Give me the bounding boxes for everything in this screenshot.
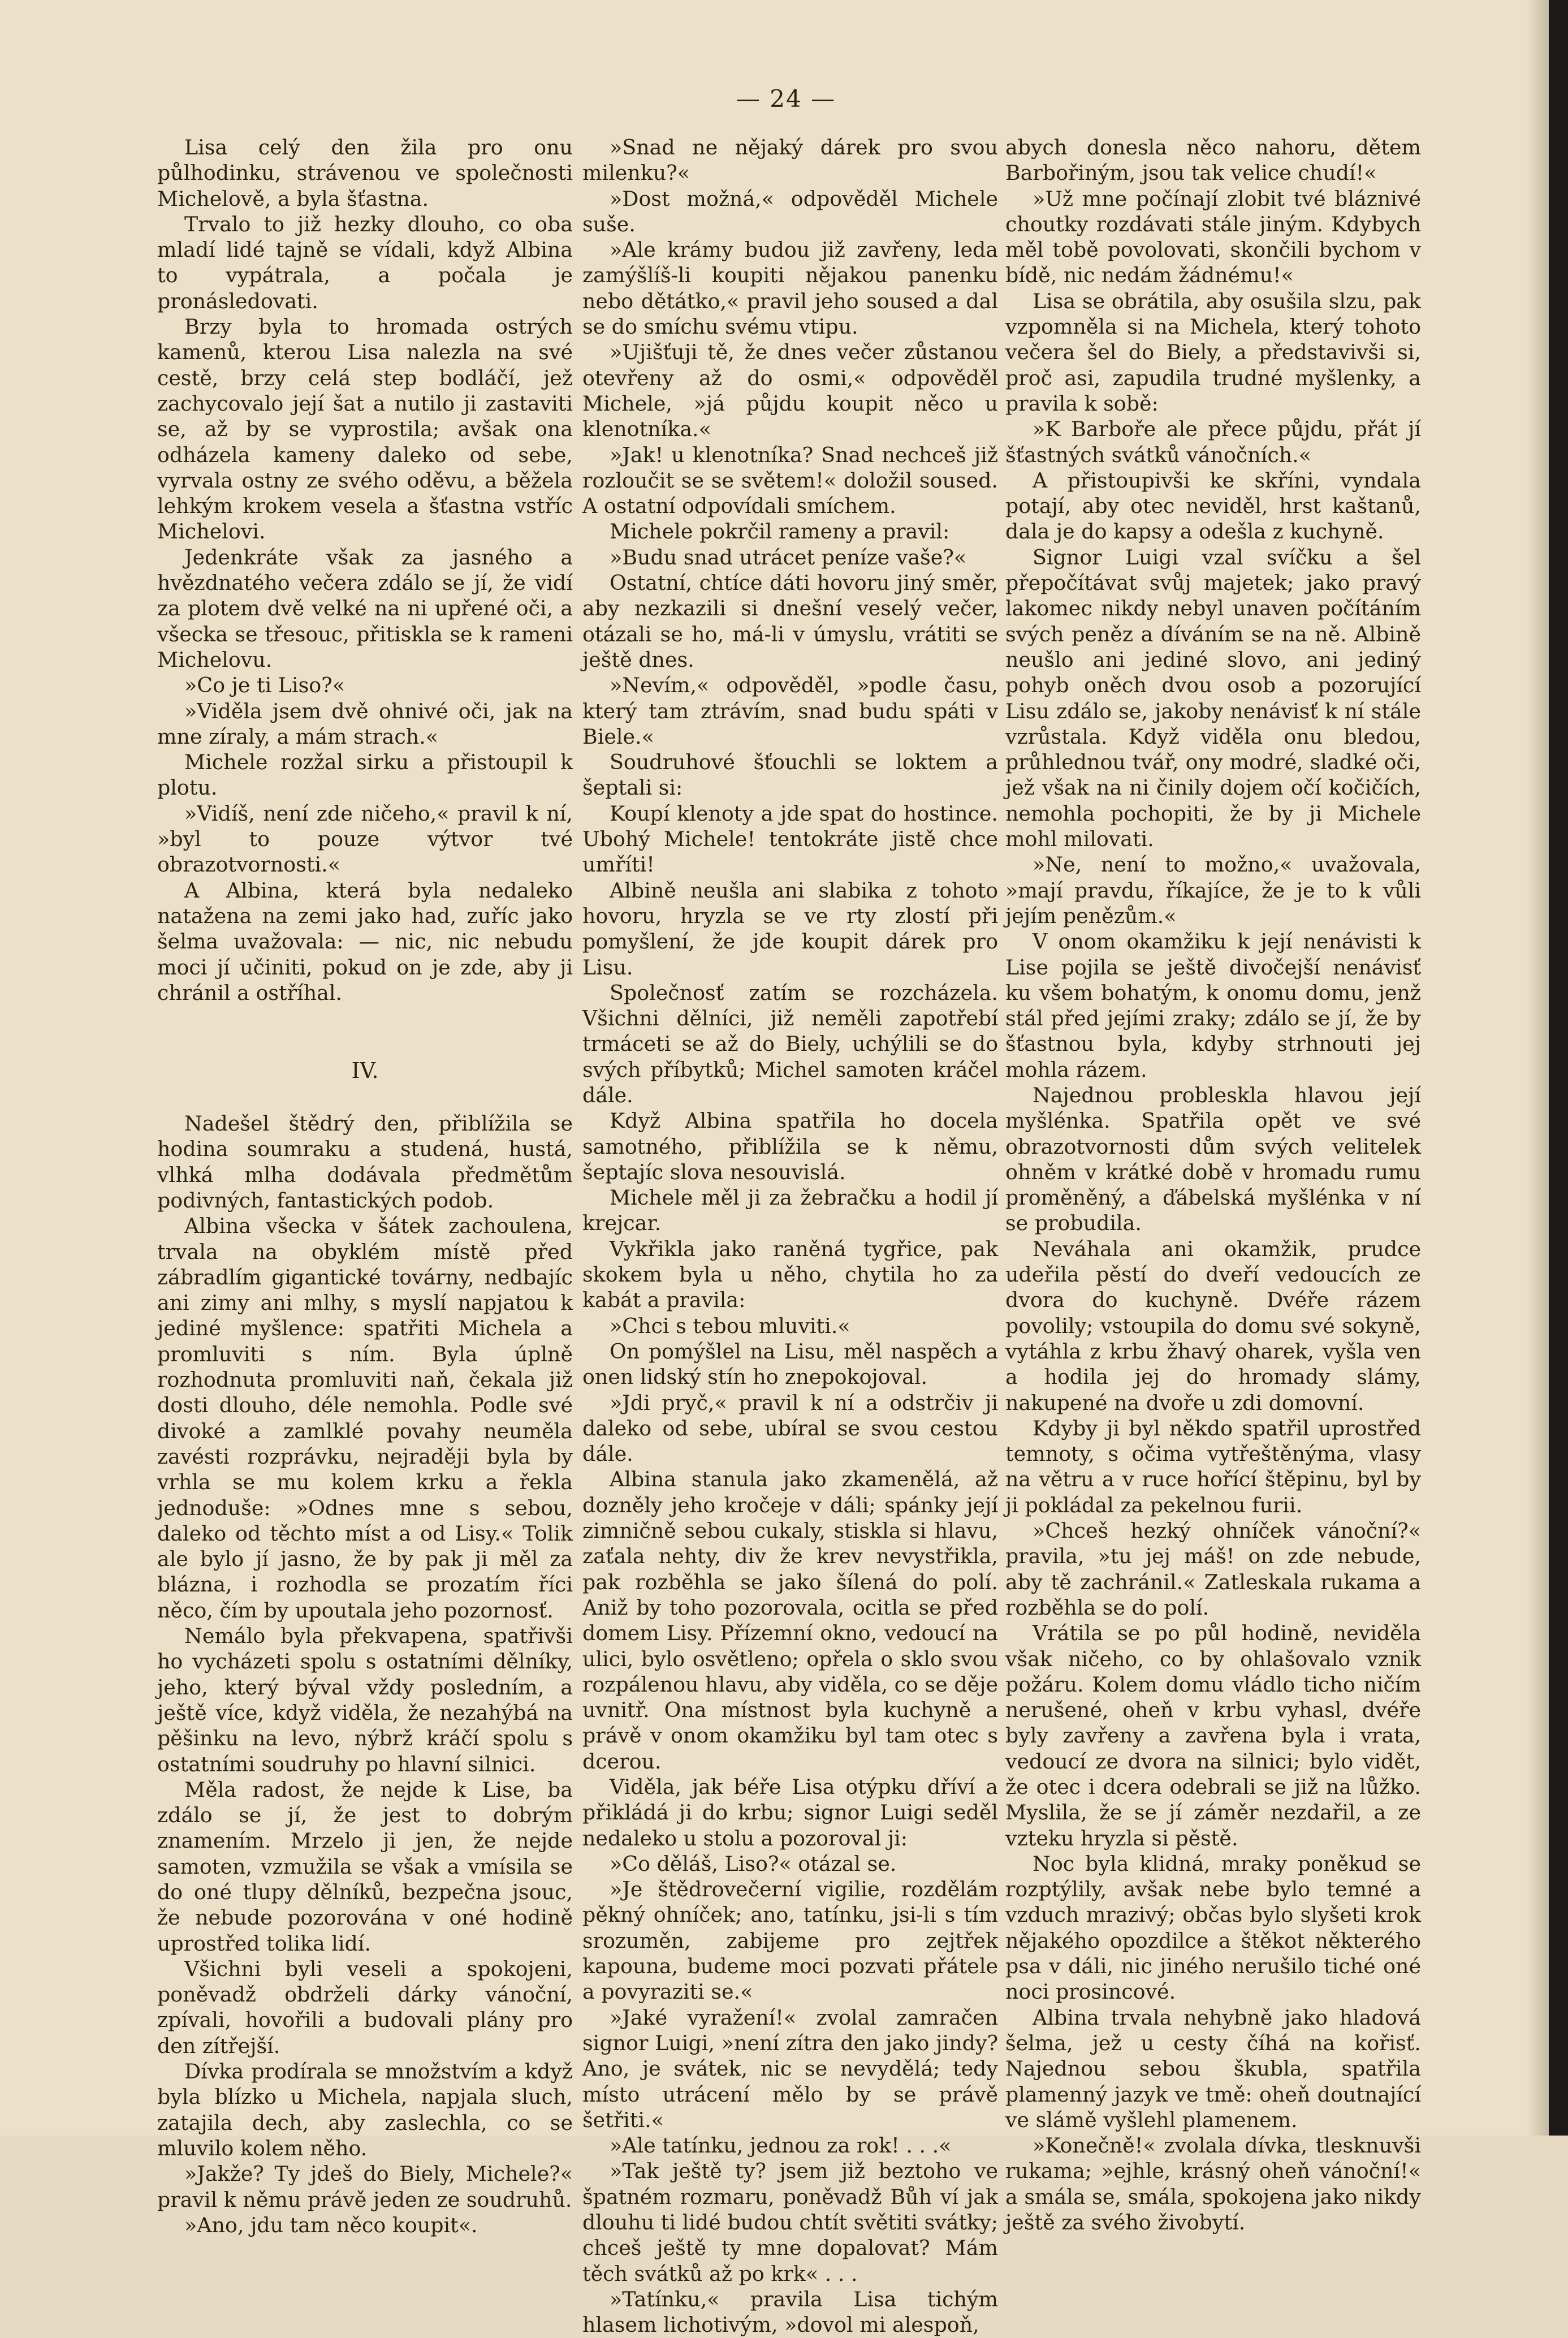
paragraph: »Jakže? Ty jdeš do Biely, Michele?« pravil k němu právě jeden ze soudruhů. [157,2162,573,2212]
paragraph: »Konečně!« zvolala dívka, tlesknuvši rukama; »ejhle, krásný oheň vánoční!« a smála se, smála, spokojena jako nikdy ještě za svého živobytí. [1005,2133,1421,2235]
paragraph: Michele pokrčil rameny a pravil: [610,519,950,544]
paragraph: »Chceš hezký ohníček vánoční?« pravila, »tu jej máš! on zde nebude, aby tě zachránil.« Zatleskala rukama a rozběhla se do polí. [1005,1519,1421,1620]
paragraph: Viděla, jak béře Lisa otýpku dříví a přikládá ji do krbu; signor Luigi seděl nedaleko u stolu a pozoroval ji: [582,1775,998,1850]
paragraph: »Budu snad utrácet peníze vaše?« [610,545,967,570]
paragraph: »Dost možná,« odpověděl Michele suše. [582,186,998,236]
paragraph: »Viděla jsem dvě ohnivé oči, jak na mne zíraly, a mám strach.« [157,698,573,749]
paragraph: »Ale krámy budou již zavřeny, leda zamýšlíš-li koupiti nějakou panenku nebo dětátko,« pravil jeho soused a dal se do smíchu svému vtipu. [582,238,998,339]
paragraph: Noc byla klidná, mraky poněkud se rozptýlily, avšak nebe bylo temné a vzduch mrazivý; občas bylo slyšeti krok nějakého opozdilce a štěkot některého psa v dáli, nic jiného nerušilo tiché oné noci prosincové. [1005,1851,1421,2004]
paragraph: »Snad ne nějaký dárek pro svou milenku?« [582,135,998,186]
paragraph: Jedenkráte však za jasného a hvězdnatého večera zdálo se jí, že vidí za plotem dvě velké na ni upřené oči, a všecka se třesouc, přitiskla se k rameni Michelovu. [157,545,573,672]
paragraph: Vrátila se po půl hodině, neviděla však ničeho, co by ohlašovalo vznik požáru. Kolem domu vládlo ticho ničím nerušené, oheň v krbu vyhasl, dvéře byly zavřeny a zavřena byla i vrata, vedoucí ze dvora na silnici; bylo vidět, že otec i dcera odebrali se již na lůžko. Myslila, že se jí záměr nezdařil, a ze vzteku hryzla si pěstě. [1005,1621,1421,1850]
paragraph: »Jdi pryč,« pravil k ní a odstrčiv ji daleko od sebe, ubíral se svou cestou dále. [582,1390,998,1466]
column-2 [582,135,998,2338]
page-number: — 24 — [736,85,836,113]
paragraph: Nemálo byla překvapena, spatřivši ho vycházeti spolu s ostatními dělníky, jeho, který býval vždy posledním, a ještě více, když viděla, že nezahýbá na pěšinku na levo, nýbrž kráčí spolu s ostatními soudruhy po hlavní silnici. [157,1624,573,1776]
paragraph: Ostatní, chtíce dáti hovoru jiný směr, aby nezkazili si dnešní veselý večer, otázali se ho, má-li v úmyslu, vrátiti se ještě dnes. [582,571,998,672]
paragraph: »Nevím,« odpověděl, »podle času, který tam ztrávím, snad budu spáti v Biele.« [582,673,998,749]
paragraph: Měla radost, že nejde k Lise, ba zdálo se jí, že jest to dobrým znamením. Mrzelo ji jen, že nejde samoten, vzmužila se však a vmísila se do oné tlupy dělníků, bezpečna jsouc, že nebude pozorována v oné hodině uprostřed tolika lidí. [157,1777,573,1956]
paragraph: »Tak ještě ty? jsem již beztoho ve špatném rozmaru, poněvadž Bůh ví jak dlouhu ti lidé budou chtít světiti svátky; chceš ještě ty mne dopalovat? Mám těch svátků až po krk« . . . [582,2159,998,2286]
paragraph: Brzy byla to hromada ostrých kamenů, kterou Lisa nalezla na své cestě, brzy celá step bodláčí, jež zachycovalo její šat a nutilo ji zastaviti se, až by se vyprostila; avšak ona odházela kameny daleko od sebe, vyrvala ostny ze svého oděvu, a běžela lehkým krokem vesela a šťastna vstříc Michelovi. [157,314,573,544]
column-3 [1005,135,1421,2235]
paragraph: Albina všecka v šátek zachoulena, trvala na obyklém místě před zábradlím gigantické továrny, nedbajíc ani zimy ani mlhy, s myslí napjatou k jediné myšlence: spatřiti Michela a promluviti s ním. Byla úplně rozhodnuta promluviti naň, čekala již dosti dlouho, déle nemohla. Podle své divoké a zamlklé povahy neuměla zavésti rozprávku, nejraději byla by vrhla se mu kolem krku a řekla jednoduše: »Odnes mne s sebou, daleko od těchto míst a od Lisy.« Tolik ale bylo jí jasno, že by pak ji měl za blázna, i rozhodla se prozatím říci něco, čím by upoutala jeho pozornosť. [157,1214,573,1623]
paragraph: Když Albina spatřila ho docela samotného, přiblížila se k němu, šeptajíc slova nesouvislá. [582,1108,998,1184]
paragraph: »K Barboře ale přece půjdu, přát jí šťastných svátků vánočních.« [1005,417,1421,467]
paragraph: V onom okamžiku k její nenávisti k Lise pojila se ještě divočejší nenávisť ku všem bohatým, k onomu domu, jenž stál před jejími zraky; zdálo se jí, že by šťastnou byla, kdyby strhnouti jej mohla rázem. [1005,929,1421,1082]
scan-edge [1549,0,1568,2136]
paragraph: Albině neušla ani slabika z tohoto hovoru, hryzla se ve rty zlostí při pomyšlení, že jde koupit dárek pro Lisu. [582,878,998,980]
paragraph: Lisa celý den žila pro onu půlhodinku, strávenou ve společnosti Michelově, a byla šťastna. [157,135,573,211]
paragraph: On pomýšlel na Lisu, měl naspěch a onen lidský stín ho znepokojoval. [582,1339,998,1390]
paragraph: Všichni byli veseli a spokojeni, poněvadž obdrželi dárky vánoční, zpívali, hovořili a budovali plány pro den zítřejší. [157,1956,573,2058]
paragraph: Kdyby ji byl někdo spatřil uprostřed temnoty, s očima vytřeštěnýma, vlasy na větru a v ruce hořící štěpinu, byl by ji pokládal za pekelnou furii. [1005,1416,1421,1517]
paragraph: Michele rozžal sirku a přistoupil k plotu. [157,750,573,800]
chapter-heading: IV. [351,1058,379,1084]
paragraph: »Jak! u klenotníka? Snad nechceš již rozloučit se se světem!« doložil soused. A ostatní odpovídali smíchem. [582,442,998,519]
paragraph: Společnosť zatím se rozcházela. Všichni dělníci, již neměli zapotřebí trmáceti se až do Biely, uchýlili se do svých příbytků; Michel samoten kráčel dále. [582,980,998,1107]
paragraph: abych donesla něco nahoru, dětem Barbořiným, jsou tak velice chudí!« [1005,135,1421,186]
paragraph: »Jaké vyražení!« zvolal zamračen signor Luigi, »není zítra den jako jindy? Ano, je svátek, nic se nevydělá; tedy místo utrácení mělo by se právě šetřiti.« [582,2005,998,2132]
paragraph: Trvalo to již hezky dlouho, co oba mladí lidé tajně se vídali, když Albina to vypátrala, a počala je pronásledovati. [157,212,573,313]
paragraph: »Co děláš, Liso?« otázal se. [610,1851,897,1876]
paragraph: Albina stanula jako zkamenělá, až dozněly jeho kročeje v dáli; spánky její zimničně sebou cukaly, stiskla si hlavu, zaťala nehty, div že krev nevystřikla, pak rozběhla se jako šílená do polí. Aniž by toho pozorovala, ocitla se před domem Lisy. Přízemní okno, vedoucí na ulici, bylo osvětleno; opřela o sklo svou rozpálenou hlavu, aby viděla, co se děje uvnitř. Ona místnost byla kuchyně a právě v onom okamžiku byl tam otec s dcerou. [582,1467,998,1774]
paragraph: Lisa se obrátila, aby osušila slzu, pak vzpomněla si na Michela, který tohoto večera šel do Biely, a představivši si, proč asi, zapudila trudné myšlenky, a pravila k sobě: [1005,288,1421,416]
paragraph: Vykřikla jako raněná tygřice, pak skokem byla u něho, chytila ho za kabát a pravila: [582,1236,998,1313]
paragraph: »Ujišťuji tě, že dnes večer zůstanou otevřeny až do osmi,« odpověděl Michele, »já půjdu koupit něco u klenotníka.« [582,340,998,442]
paragraph: »Vidíš, není zde ničeho,« pravil k ní, »byl to pouze výtvor tvé obrazotvornosti.« [157,801,573,877]
paragraph: Albina trvala nehybně jako hladová šelma, jež u cesty číhá na kořisť. Najednou sebou škubla, spatřila plamenný jazyk ve tmě: oheň doutnající ve slámě vyšlehl plamenem. [1005,2005,1421,2132]
paragraph: Michele měl ji za žebračku a hodil jí krejcar. [582,1185,998,1236]
paragraph: »Ale tatínku, jednou za rok! . . .« [610,2133,952,2158]
paragraph: Neváhala ani okamžik, prudce udeřila pěstí do dveří vedoucích ze dvora do kuchyně. Dvéře rázem povolily; vstoupila do domu své sokyně, vytáhla z krbu žhavý oharek, vyšla ven a hodila jej do hromady slámy, nakupené na dvoře u zdi domovní. [1005,1236,1421,1415]
paragraph: A Albina, která byla nedaleko natažena na zemi jako had, zuříc jako šelma uvažovala: — nic, nic nebudu moci jí učiniti, pokud on je zde, aby ji chránil a ostříhal. [157,878,573,1005]
paragraph: »Je štědrovečerní vigilie, rozdělám pěkný ohníček; ano, tatínku, jsi-li s tím srozuměn, zabijeme pro zejtřek kapouna, budeme moci pozvati přátele a povyraziti se.« [582,1877,998,2004]
paragraph: Najednou probleskla hlavou její myšlénka. Spatřila opět ve své obrazotvornosti dům svých velitelek ohněm v krátké době v hromadu rumu proměněný, a ďábelská myšlénka v ní se probudila. [1005,1082,1421,1236]
paragraph: »Chci s tebou mluviti.« [610,1313,850,1338]
paragraph: Signor Luigi vzal svíčku a šel přepočítávat svůj majetek; jako pravý lakomec nikdy nebyl unaven počítáním svých peněz a díváním se na ně. Albině neušlo ani jediné slovo, ani jediný pohyb oněch dvou osob a pozorující Lisu zdálo se, jakoby nenávisť k ní stále vzrůstala. Když viděla onu bledou, průhlednou tvář, ony modré, sladké oči, jež však na ni činily dojem očí kočičích, nemohla pochopiti, že by ji Michele mohl milovati. [1005,545,1421,852]
column-1 [157,135,573,2238]
paragraph: A přistoupivši ke skříni, vyndala potají, aby otec neviděl, hrst kaštanů, dala je do kapsy a odešla z kuchyně. [1005,468,1421,544]
paragraph: »Tatínku,« pravila Lisa tichým hlasem lichotivým, »dovol mi alespoň, [582,2287,998,2337]
page-fold-shadow [1526,0,1549,2136]
paragraph: »Co je ti Liso?« [184,673,345,698]
paragraph: Nadešel štědrý den, přiblížila se hodina soumraku a studená, hustá, vlhká mlha dodávala předmětům podivných, fantastických podob. [157,1111,573,1213]
paragraph: Dívka prodírala se množstvím a když byla blízko u Michela, napjala sluch, zatajila dech, aby zaslechla, co se mluvilo kolem něho. [157,2059,573,2160]
paragraph: »Už mne počínají zlobit tvé bláznivé choutky rozdávati stále jiným. Kdybych měl tobě povolovati, skončili bychom v bídě, nic nedám žádnému!« [1005,186,1421,288]
paragraph: »Ne, není to možno,« uvažovala, »mají pravdu, říkajíce, že je to k vůli jejím penězům.« [1005,852,1421,928]
paragraph: Soudruhové šťouchli se loktem a šeptali si: [582,750,998,800]
paragraph: »Ano, jdu tam něco koupit«. [184,2212,478,2237]
paragraph: Koupí klenoty a jde spat do hostince. Ubohý Michele! tentokráte jistě chce umříti! [582,801,998,877]
